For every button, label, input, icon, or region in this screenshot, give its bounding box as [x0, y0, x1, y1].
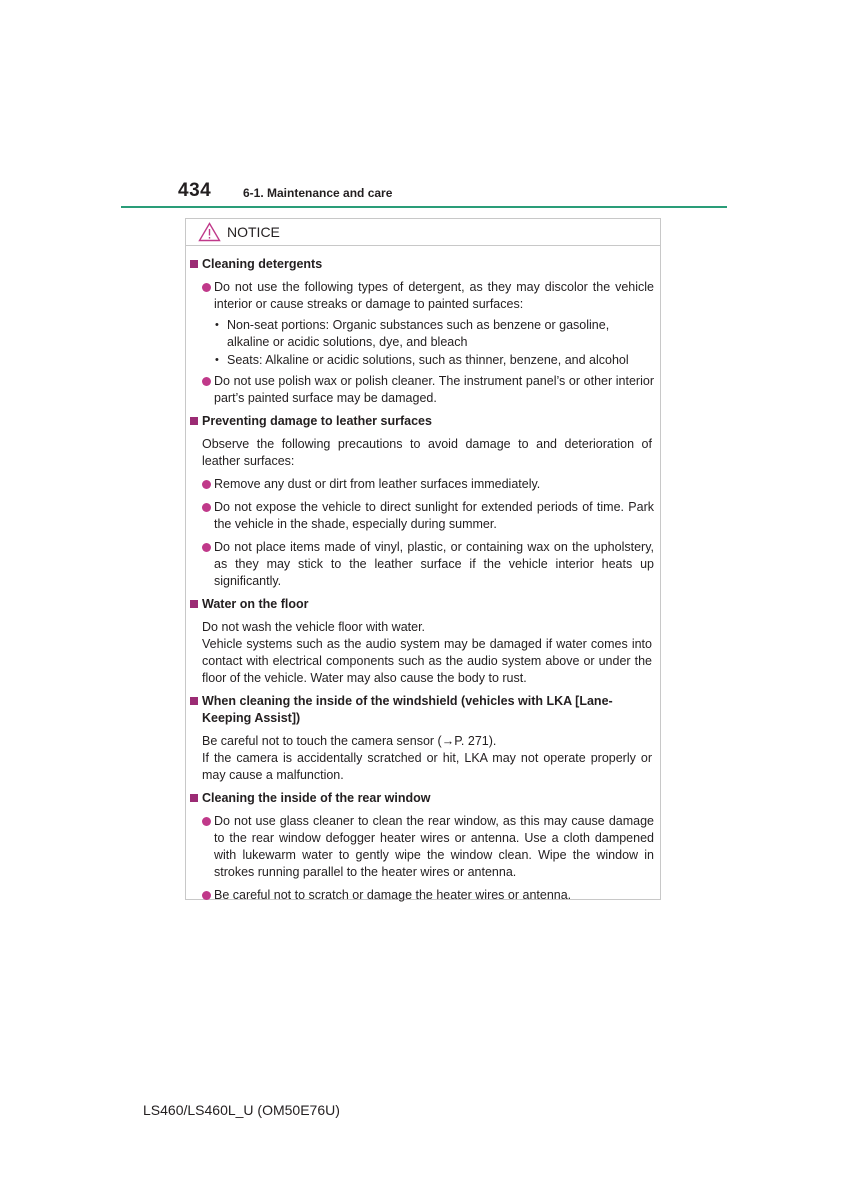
- section-heading-windshield: When cleaning the inside of the windshield (vehicles with LKA [Lane-Keeping Assist]): [190, 693, 656, 727]
- list-item: Do not use polish wax or polish cleaner. The instrument panel’s or other interior part’s painted surface may be damaged.: [190, 373, 656, 407]
- sub-list-item: • Seats: Alkaline or acidic solutions, such as thinner, benzene, and alcohol: [215, 353, 629, 367]
- paragraph: Do not wash the vehicle floor with water. Vehicle systems such as the audio system may be damaged if water comes into contact with electrical components such as the audio system above or under the floor of the vehicle. Water may also cause the body to rust.: [202, 620, 652, 685]
- list-item: Do not expose the vehicle to direct sunlight for extended periods of time. Park the vehicle in the shade, especially during summer.: [190, 499, 656, 533]
- page-number: 434: [178, 180, 212, 201]
- heading-square-icon: [190, 260, 198, 268]
- bullet-dot-icon: [202, 503, 211, 512]
- sub-bullet-icon: •: [215, 354, 219, 366]
- heading-square-icon: [190, 600, 198, 608]
- header-rule: [121, 206, 727, 208]
- bullet-dot-icon: [202, 480, 211, 489]
- bullet-dot-icon: [202, 377, 211, 386]
- heading-square-icon: [190, 794, 198, 802]
- list-item: Do not use glass cleaner to clean the rear window, as this may cause damage to the rear window defogger heater wires or antenna. Use a cloth dampened with lukewarm water to gently wipe the window clean. Wipe the window in strokes running parallel to the heater wires or antenna.: [190, 813, 656, 881]
- warning-triangle-icon: [198, 222, 221, 242]
- heading-square-icon: [190, 417, 198, 425]
- sub-list-item: • Non-seat portions: Organic substances such as benzene or gasoline, alkaline or acidic solutions, dye, and bleach: [215, 318, 610, 349]
- bullet-dot-icon: [202, 817, 211, 826]
- list-item: Do not place items made of vinyl, plastic, or containing wax on the upholstery, as they may stick to the leather surface if the vehicle interior heats up significantly.: [190, 539, 656, 590]
- notice-box: [185, 218, 661, 900]
- paragraph: Be careful not to touch the camera sensor (→P. 271). If the camera is accidentally scratched or hit, LKA may not operate properly or may cause a malfunction.: [202, 734, 652, 782]
- paragraph: Observe the following precautions to avoid damage to and deterioration of leather surfaces:: [202, 437, 652, 468]
- section-heading-leather: Preventing damage to leather surfaces: [190, 413, 656, 430]
- bullet-dot-icon: [202, 543, 211, 552]
- list-item: Remove any dust or dirt from leather surfaces immediately.: [190, 476, 656, 493]
- notice-title: NOTICE: [227, 224, 280, 240]
- list-item: Do not use the following types of detergent, as they may discolor the vehicle interior or cause streaks or damage to painted surfaces:: [190, 279, 656, 313]
- heading-square-icon: [190, 697, 198, 705]
- footer-model-code: LS460/LS460L_U (OM50E76U): [143, 1102, 340, 1118]
- section-heading-rear-window: Cleaning the inside of the rear window: [190, 790, 656, 807]
- list-item: Be careful not to scratch or damage the heater wires or antenna.: [190, 887, 656, 904]
- sub-bullet-icon: •: [215, 319, 219, 331]
- section-title: 6-1. Maintenance and care: [243, 186, 393, 200]
- section-heading-cleaning-detergents: Cleaning detergents: [190, 256, 656, 273]
- bullet-dot-icon: [202, 891, 211, 900]
- bullet-dot-icon: [202, 283, 211, 292]
- section-heading-water-floor: Water on the floor: [190, 596, 656, 613]
- notice-body: [186, 246, 660, 904]
- notice-header: [186, 219, 660, 246]
